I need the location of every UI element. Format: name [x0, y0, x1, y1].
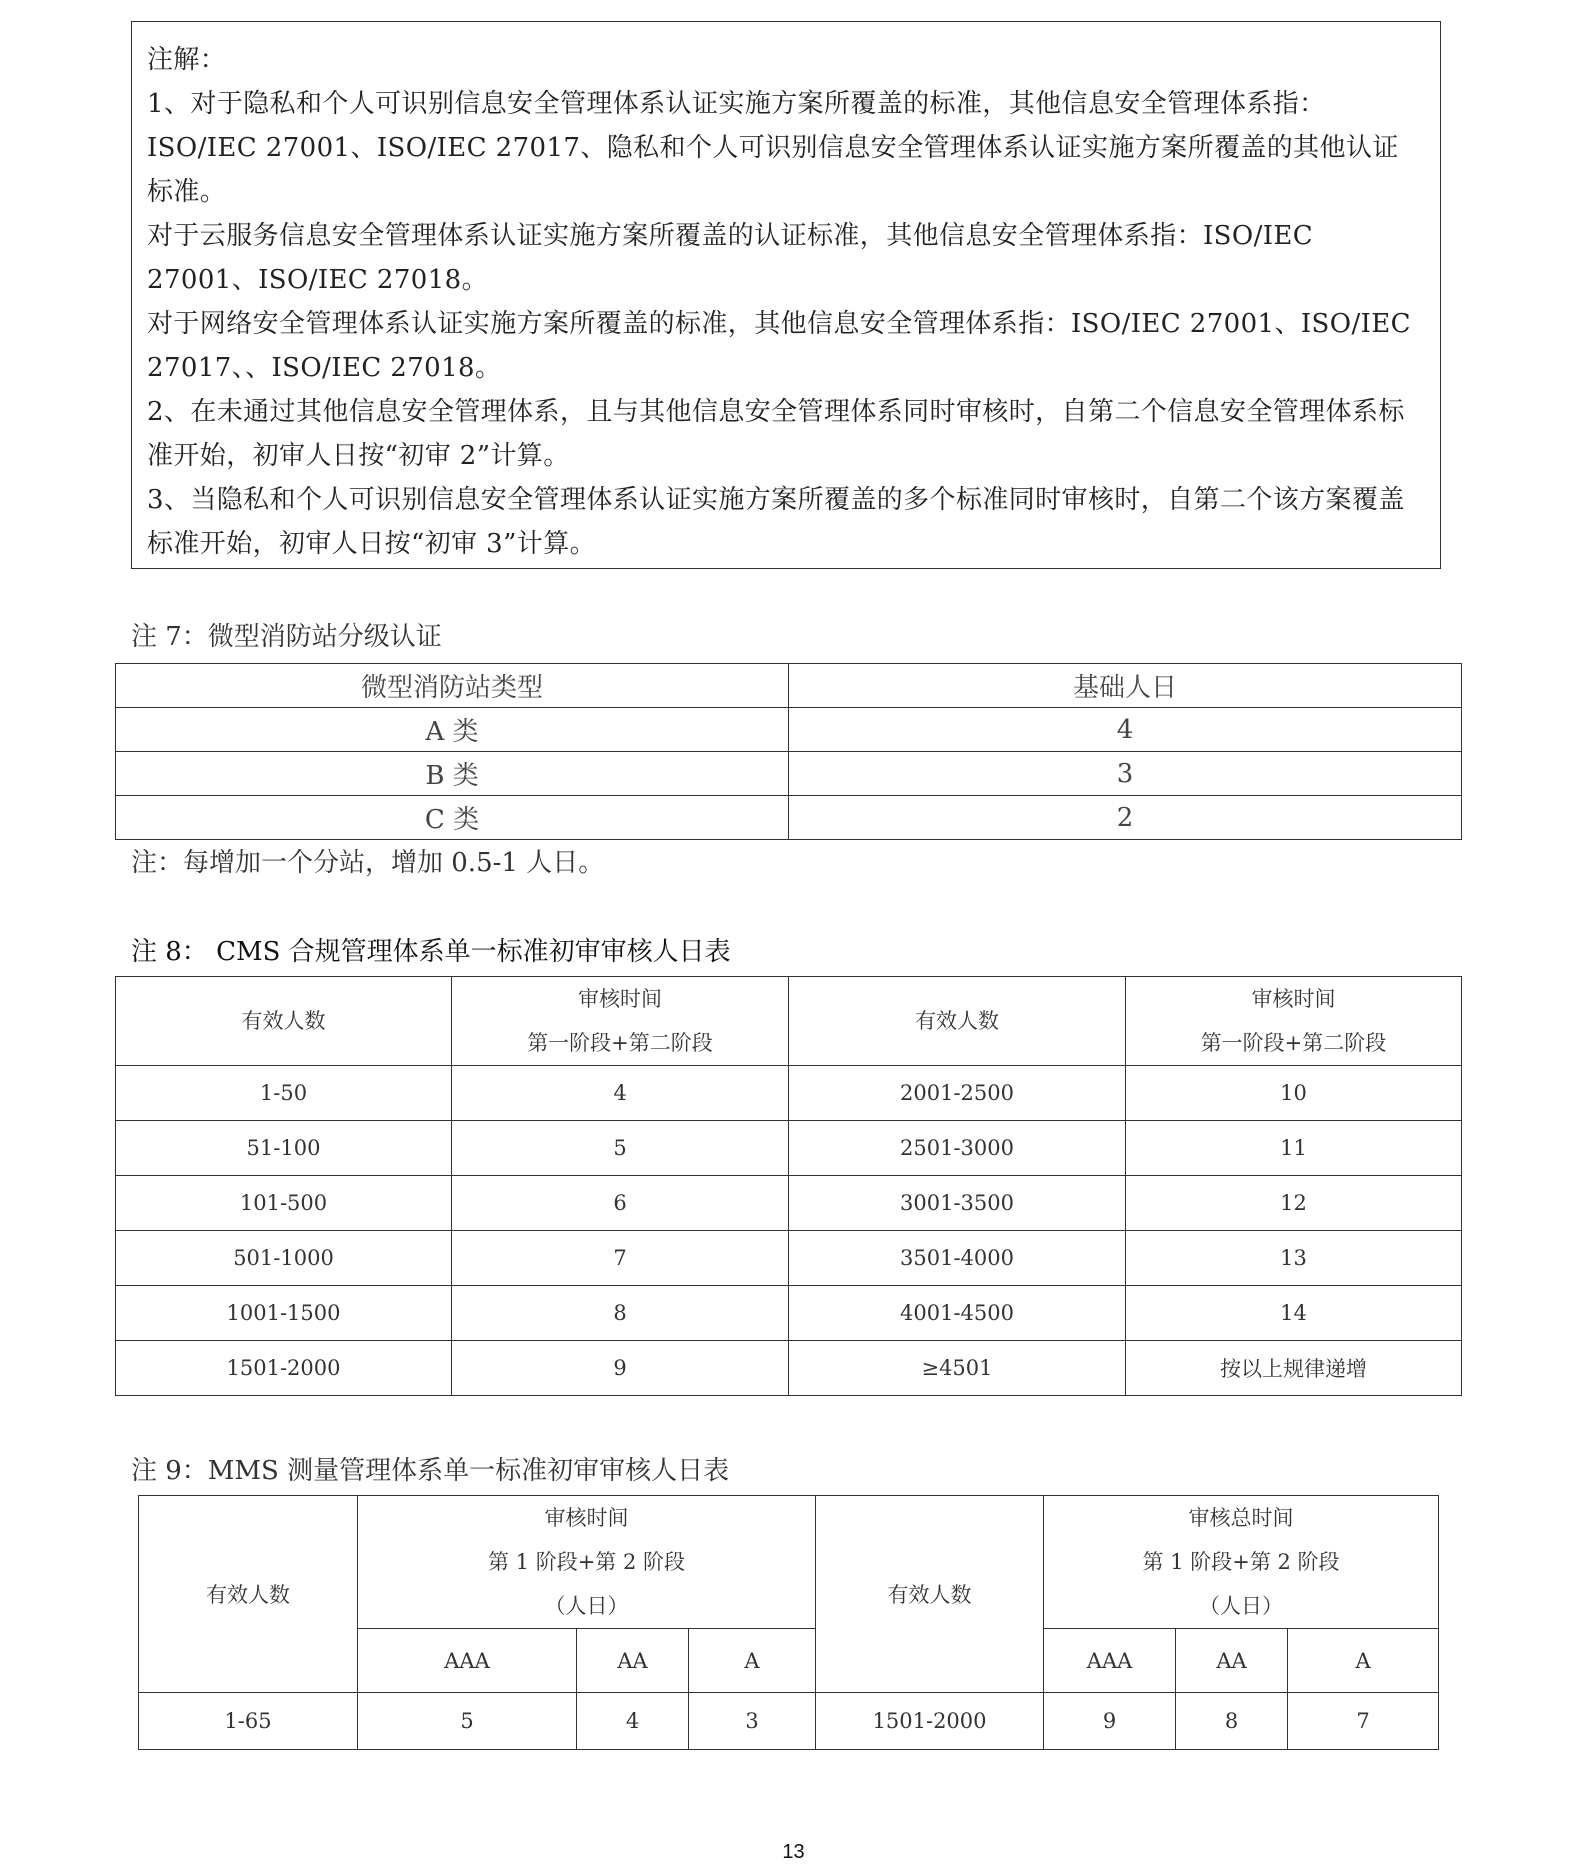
level-cell: AAA	[358, 1629, 577, 1693]
note9-table	[138, 1495, 1439, 1750]
table-row	[116, 796, 1462, 840]
notes-title: 注解：	[147, 45, 227, 75]
table-cell: 1-50	[116, 1066, 452, 1121]
table-cell: 1-65	[139, 1693, 358, 1750]
table-cell: 8	[1176, 1693, 1288, 1750]
note7-caption: 注 7：微型消防站分级认证	[131, 622, 442, 652]
notes-item-3: 3、当隐私和个人可识别信息安全管理体系认证实施方案所覆盖的多个标准同时审核时，自第二个该方案覆盖标准开始，初审人日按“初审 3”计算。	[147, 485, 1405, 559]
level-cell: AAA	[1044, 1629, 1176, 1693]
header-line: 审核时间	[578, 987, 662, 1011]
table-row	[116, 1341, 1462, 1396]
note7-table	[115, 663, 1462, 840]
header-line: 审核时间	[1251, 987, 1336, 1011]
table-cell: 7	[1288, 1693, 1439, 1750]
header-cell: 有效人数	[139, 1496, 358, 1693]
table-cell: 4	[452, 1066, 789, 1121]
table-cell: 3	[789, 752, 1462, 796]
level-cell: A	[1288, 1629, 1439, 1693]
header-line: 第 1 阶段+第 2 阶段	[1142, 1550, 1340, 1574]
table-cell: B 类	[116, 752, 789, 796]
table-header-row	[116, 977, 1462, 1066]
table-row	[116, 752, 1462, 796]
table-cell: 3001-3500	[789, 1176, 1126, 1231]
table-row	[116, 1121, 1462, 1176]
table-cell: 9	[1044, 1693, 1176, 1750]
table-cell: 2001-2500	[789, 1066, 1126, 1121]
table-cell: 11	[1126, 1121, 1462, 1176]
table-cell: 2	[789, 796, 1462, 840]
table-cell: 13	[1126, 1231, 1462, 1286]
table-cell: 4	[789, 708, 1462, 752]
table-cell: 12	[1126, 1176, 1462, 1231]
header-line: 第 1 阶段+第 2 阶段	[488, 1550, 686, 1574]
table-cell: 按以上规律递增	[1126, 1341, 1462, 1396]
note8-table	[115, 976, 1462, 1396]
table-cell: 3	[689, 1693, 816, 1750]
table-cell: 2501-3000	[789, 1121, 1126, 1176]
note7-footnote: 注：每增加一个分站，增加 0.5-1 人日。	[131, 848, 605, 878]
table-cell: 101-500	[116, 1176, 452, 1231]
level-cell: A	[689, 1629, 816, 1693]
table-cell: 14	[1126, 1286, 1462, 1341]
page-number: 13	[782, 1841, 805, 1863]
table-cell: 4	[577, 1693, 689, 1750]
note8-caption: 注 8： CMS 合规管理体系单一标准初审审核人日表	[131, 937, 731, 967]
header-line: 第一阶段+第二阶段	[1200, 1031, 1387, 1055]
table-row	[116, 1286, 1462, 1341]
notes-item-cloud: 对于云服务信息安全管理体系认证实施方案所覆盖的认证标准，其他信息安全管理体系指：ISO/IEC 27001、ISO/IEC 27018。	[147, 221, 1314, 295]
header-line: 审核总时间	[1188, 1506, 1294, 1530]
table-row	[139, 1693, 1439, 1750]
table-row	[116, 1231, 1462, 1286]
table-cell: A 类	[116, 708, 789, 752]
table-cell: ≥4501	[789, 1341, 1126, 1396]
header-group-cell	[1044, 1496, 1439, 1629]
table-cell: 1501-2000	[816, 1693, 1044, 1750]
header-cell: 微型消防站类型	[116, 664, 789, 708]
notes-item-1: 1、对于隐私和个人可识别信息安全管理体系认证实施方案所覆盖的标准，其他信息安全管理体系指：ISO/IEC 27001、ISO/IEC 27017、隐私和个人可识别信息安全管理体系认证实施方案所覆盖的其他认证标准。	[147, 89, 1399, 207]
table-cell: 3501-4000	[789, 1231, 1126, 1286]
table-cell: 10	[1126, 1066, 1462, 1121]
table-cell: 1501-2000	[116, 1341, 452, 1396]
table-row	[116, 1066, 1462, 1121]
table-cell: 4001-4500	[789, 1286, 1126, 1341]
note9-caption: 注 9：MMS 测量管理体系单一标准初审审核人日表	[131, 1456, 730, 1486]
header-line: 第一阶段+第二阶段	[527, 1031, 713, 1055]
notes-item-2: 2、在未通过其他信息安全管理体系，且与其他信息安全管理体系同时审核时，自第二个信息安全管理体系标准开始，初审人日按“初审 2”计算。	[147, 397, 1405, 471]
header-cell: 基础人日	[789, 664, 1462, 708]
header-cell	[1126, 977, 1462, 1066]
header-group-cell	[358, 1496, 816, 1629]
header-cell	[452, 977, 789, 1066]
table-cell: 5	[358, 1693, 577, 1750]
notes-box	[131, 21, 1441, 569]
header-cell: 有效人数	[816, 1496, 1044, 1693]
table-cell: 8	[452, 1286, 789, 1341]
table-cell: 501-1000	[116, 1231, 452, 1286]
level-cell: AA	[577, 1629, 689, 1693]
table-cell: 9	[452, 1341, 789, 1396]
table-header-row	[116, 664, 1462, 708]
table-row	[116, 708, 1462, 752]
notes-item-network: 对于网络安全管理体系认证实施方案所覆盖的标准，其他信息安全管理体系指：ISO/IEC 27001、ISO/IEC 27017、、ISO/IEC 27018。	[147, 309, 1411, 383]
header-line: （人日）	[1199, 1594, 1284, 1618]
table-cell: C 类	[116, 796, 789, 840]
header-line: 审核时间	[544, 1506, 629, 1530]
level-cell: AA	[1176, 1629, 1288, 1693]
table-cell: 6	[452, 1176, 789, 1231]
table-cell: 51-100	[116, 1121, 452, 1176]
header-line: （人日）	[544, 1594, 629, 1618]
table-header-row	[139, 1496, 1439, 1629]
header-cell: 有效人数	[789, 977, 1126, 1066]
header-cell: 有效人数	[116, 977, 452, 1066]
table-cell: 1001-1500	[116, 1286, 452, 1341]
table-cell: 5	[452, 1121, 789, 1176]
table-cell: 7	[452, 1231, 789, 1286]
table-row	[116, 1176, 1462, 1231]
